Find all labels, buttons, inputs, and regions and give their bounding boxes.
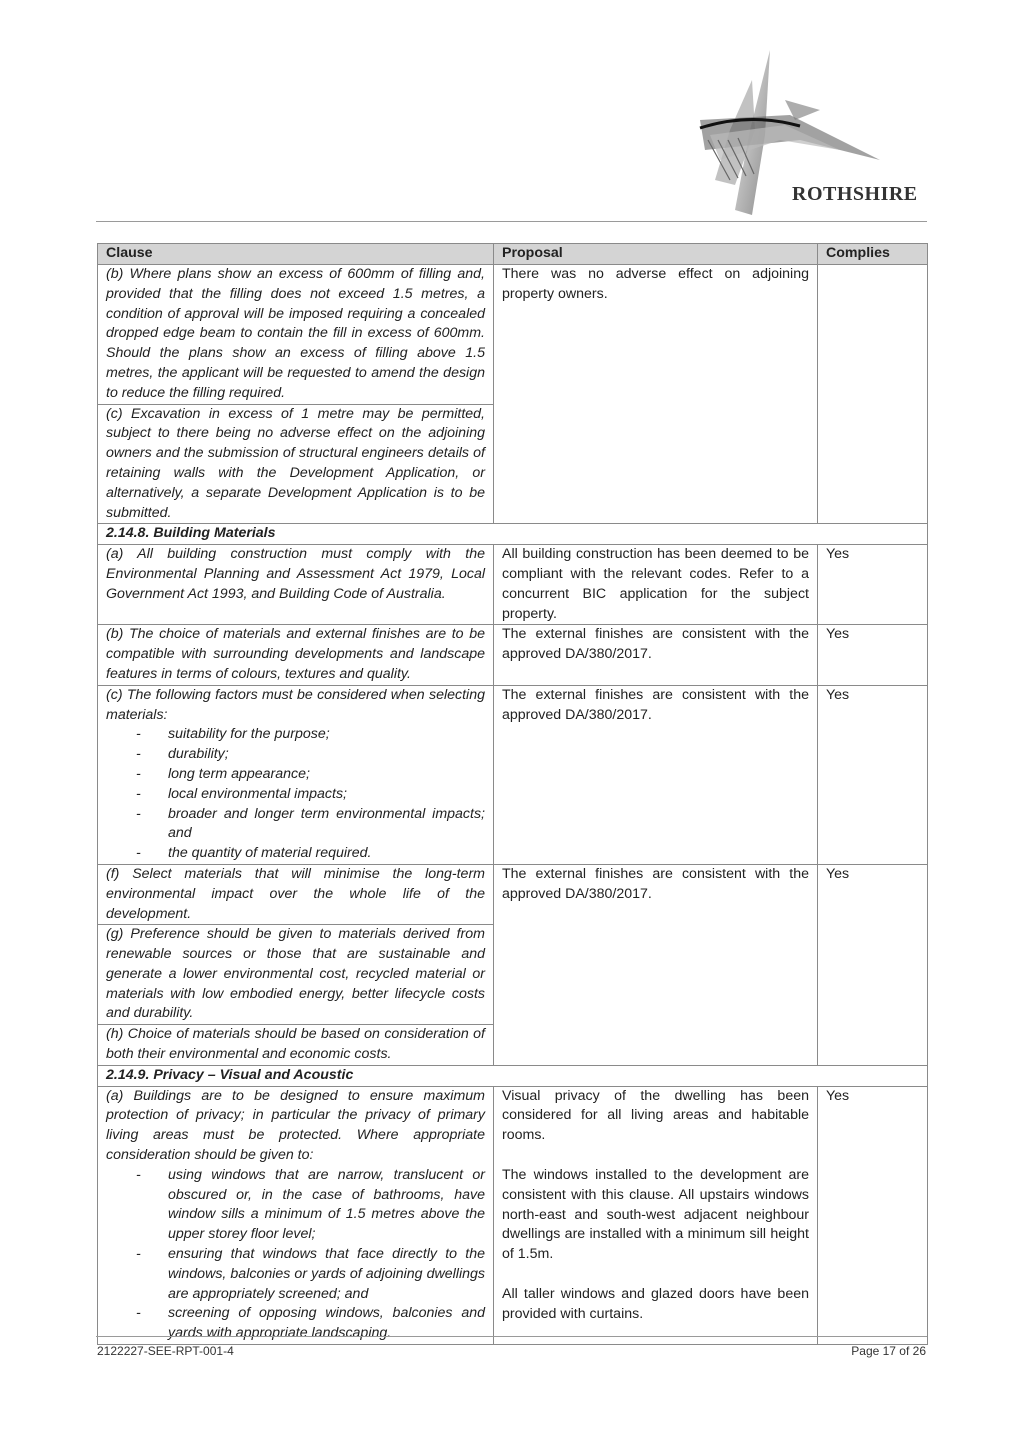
clause-cell: (b) Where plans show an excess of 600mm of filling and, provided that the filling does not exceed 1.5 metres, a condition of approval will be imposed requiring a concealed dropped edge beam to contain the fill in excess of 600mm. Should the plans show an excess of filling above 1.5 metres, the applicant will be requested to amend the design to reduce the filling required.	[98, 265, 494, 405]
complies-cell	[818, 265, 928, 524]
proposal-cell: All building construction has been deemed to be compliant with the relevant codes. Refer to a concurrent BIC application for the subject property.	[494, 545, 818, 625]
complies-cell: Yes	[818, 685, 928, 864]
privacy-list	[106, 1166, 485, 1344]
section-heading: 2.14.9. Privacy – Visual and Acoustic	[98, 1065, 928, 1086]
table-row	[98, 625, 928, 685]
complies-cell: Yes	[818, 625, 928, 685]
complies-cell: Yes	[818, 1086, 928, 1344]
compliance-table	[97, 243, 928, 1345]
proposal-paragraph: All taller windows and glazed doors have been provided with curtains.	[502, 1286, 809, 1322]
complies-cell: Yes	[818, 545, 928, 625]
list-item: - screening of opposing windows, balconies and yards with appropriate landscaping.	[136, 1305, 485, 1342]
proposal-cell	[494, 1086, 818, 1344]
list-item: - local environmental impacts;	[136, 785, 347, 802]
clause-cell	[98, 1086, 494, 1344]
clause-cell: (h) Choice of materials should be based on consideration of both their environmental and economic costs.	[98, 1025, 494, 1066]
proposal-cell: The external finishes are consistent with the approved DA/380/2017.	[494, 625, 818, 685]
list-item: - suitability for the purpose;	[136, 726, 330, 743]
page-number: Page 17 of 26	[851, 1344, 926, 1358]
clause-cell: (c) Excavation in excess of 1 metre may be permitted, subject to there being no adverse effect on the adjoining owners and the submission of structural engineers details of retaining walls with the Development Application, or alternatively, a separate Development Application is to be submitted.	[98, 404, 494, 524]
complies-cell: Yes	[818, 864, 928, 1065]
list-item: - long term appearance;	[136, 765, 310, 782]
table-header-row	[98, 244, 928, 265]
footer-divider	[96, 1336, 927, 1337]
table-row	[98, 864, 928, 924]
table-row	[98, 545, 928, 625]
section-row	[98, 524, 928, 545]
clause-cell	[98, 685, 494, 864]
clause-cell: (b) The choice of materials and external finishes are to be compatible with surrounding developments and landscape features in terms of colours, textures and quality.	[98, 625, 494, 685]
proposal-cell: The external finishes are consistent with the approved DA/380/2017.	[494, 685, 818, 864]
column-header-proposal: Proposal	[494, 244, 818, 265]
list-item: - durability;	[136, 746, 229, 763]
table-row	[98, 1086, 928, 1344]
list-item: - ensuring that windows that face directly to the windows, balconies or yards of adjoining dwellings are appropriately screened; and	[136, 1246, 485, 1302]
proposal-cell: There was no adverse effect on adjoining property owners.	[494, 265, 818, 524]
header-divider	[96, 221, 927, 222]
list-item: - the quantity of material required.	[136, 845, 372, 862]
logo-text: ROTHSHIRE	[792, 183, 918, 205]
section-row	[98, 1065, 928, 1086]
proposal-paragraph: Visual privacy of the dwelling has been considered for all living areas and habitable rooms.	[502, 1087, 809, 1144]
list-item: - broader and longer term environmental impacts; and	[136, 805, 485, 842]
factor-list	[106, 725, 485, 864]
clause-intro: (a) Buildings are to be designed to ensure maximum protection of privacy; in particular the privacy of primary living areas must be protected. Where appropriate consideration should be given to:	[106, 1087, 485, 1164]
column-header-clause: Clause	[98, 244, 494, 265]
list-item: - using windows that are narrow, translucent or obscured or, in the case of bathrooms, have window sills a minimum of 1.5 metres above the upper storey floor level;	[136, 1166, 485, 1243]
clause-cell: (f) Select materials that will minimise the long-term environmental impact over the whole life of the development.	[98, 864, 494, 924]
clause-cell: (g) Preference should be given to materials derived from renewable sources or those that are sustainable and generate a lower environmental cost, recycled material or materials with low embodied energy, better lifecycle costs and durability.	[98, 925, 494, 1025]
proposal-paragraph: The windows installed to the development are consistent with this clause. All upstairs windows north-east and south-west adjacent neighbour dwellings are installed with a minimum sill height of 1.5m.	[502, 1167, 809, 1263]
proposal-cell: The external finishes are consistent with the approved DA/380/2017.	[494, 864, 818, 1065]
document-reference: 2122227-SEE-RPT-001-4	[97, 1344, 234, 1358]
clause-intro: (c) The following factors must be considered when selecting materials:	[106, 686, 485, 723]
clause-cell: (a) All building construction must comply with the Environmental Planning and Assessment Act 1979, Local Government Act 1993, and Building Code of Australia.	[98, 545, 494, 625]
table-row	[98, 685, 928, 864]
table-row	[98, 265, 928, 405]
section-heading: 2.14.8. Building Materials	[98, 524, 928, 545]
column-header-complies: Complies	[818, 244, 928, 265]
